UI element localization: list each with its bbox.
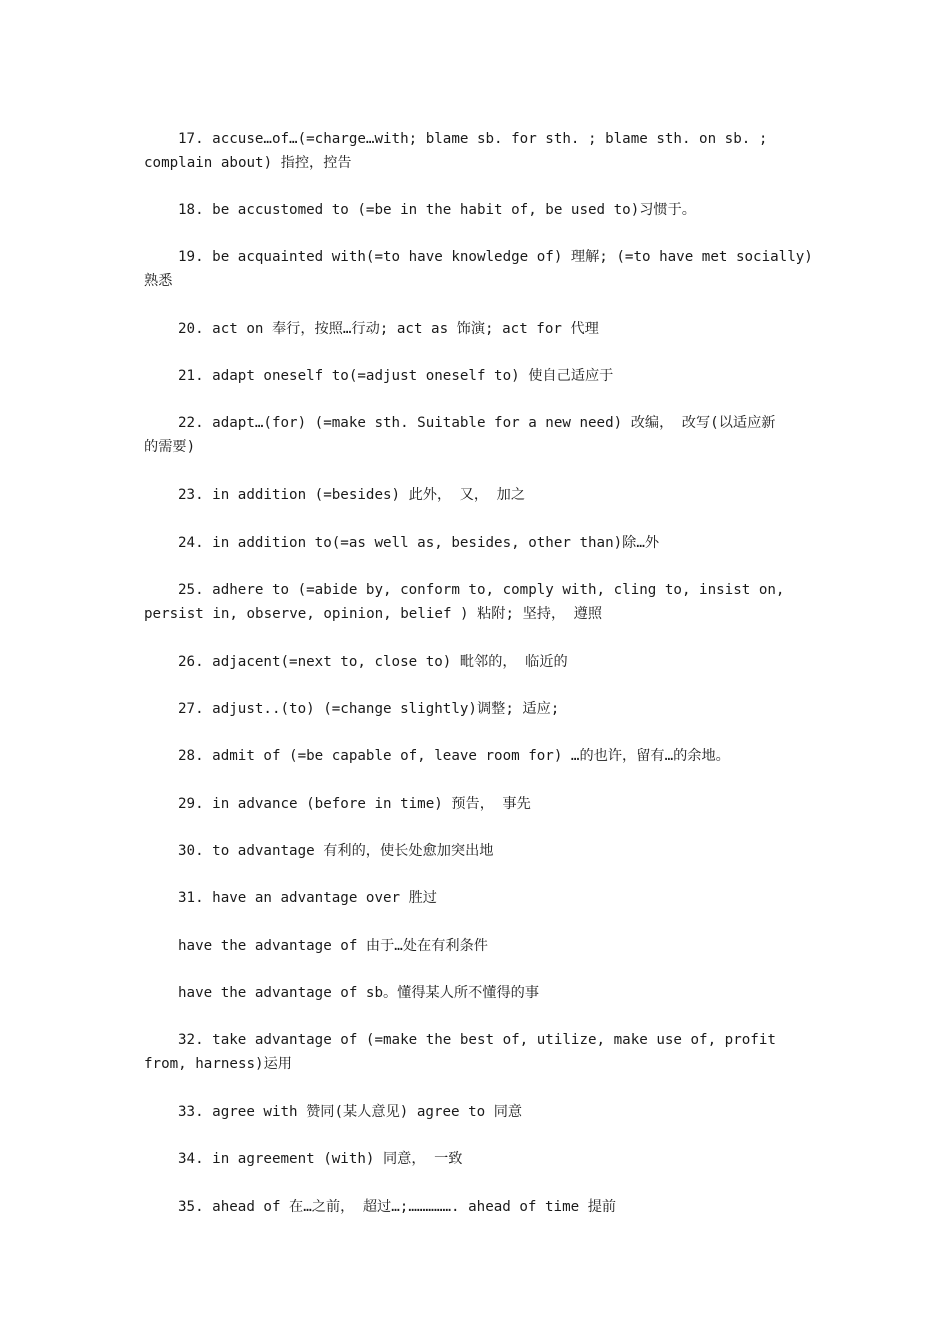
vocab-entry xyxy=(144,934,816,958)
vocab-entry xyxy=(144,198,816,222)
entry-line: 31. have an advantage over 胜过 xyxy=(178,890,437,906)
entry-line: 23. in addition (=besides) 此外， 又， 加之 xyxy=(178,487,526,503)
entry-continuation-line: from, harness)运用 xyxy=(144,1056,292,1072)
entry-line: 32. take advantage of (=make the best of, utilize, make use of, profit xyxy=(178,1032,776,1048)
entry-line: 26. adjacent(=next to, close to) 毗邻的， 临近的 xyxy=(178,654,568,670)
vocab-entry xyxy=(144,886,816,910)
entry-line: 24. in addition to(=as well as, besides, other than)除…外 xyxy=(178,535,660,551)
entry-line: 25. adhere to (=abide by, conform to, comply with, cling to, insist on, xyxy=(178,582,785,598)
vocab-entry xyxy=(144,483,816,507)
entry-line: 20. act on 奉行，按照…行动; act as 饰演; act for 代理 xyxy=(178,321,599,337)
vocab-entry xyxy=(144,839,816,863)
vocab-entry xyxy=(144,1195,816,1219)
entry-line: 28. admit of (=be capable of, leave room for) …的也许，留有…的余地。 xyxy=(178,748,730,764)
vocab-entry xyxy=(144,697,816,721)
entry-line: have the advantage of sb。懂得某人所不懂得的事 xyxy=(178,985,540,1001)
vocab-entry xyxy=(144,650,816,674)
entry-line: 22. adapt…(for) (=make sth. Suitable for a new need) 改编， 改写(以适应新 xyxy=(178,415,776,431)
vocab-entry xyxy=(144,531,816,555)
entry-line: 17. accuse…of…(=charge…with; blame sb. for sth. ; blame sth. on sb. ; xyxy=(178,131,768,147)
vocab-entry xyxy=(144,578,816,626)
entry-line: 21. adapt oneself to(=adjust oneself to) 使自己适应于 xyxy=(178,368,614,384)
entry-line: 33. agree with 赞同(某人意见) agree to 同意 xyxy=(178,1104,523,1120)
entry-line: 34. in agreement (with) 同意， 一致 xyxy=(178,1151,463,1167)
vocab-entry xyxy=(144,1147,816,1171)
entry-line: 18. be accustomed to (=be in the habit of, be used to)习惯于。 xyxy=(178,202,696,218)
vocab-entry xyxy=(144,792,816,816)
entry-continuation-line: 熟悉 xyxy=(144,273,173,289)
vocab-entry xyxy=(144,981,816,1005)
entry-line: 19. be acquainted with(=to have knowledge of) 理解; (=to have met socially) xyxy=(178,249,813,265)
vocab-entry xyxy=(144,411,816,459)
entry-line: 30. to advantage 有利的，使长处愈加突出地 xyxy=(178,843,494,859)
vocab-entry xyxy=(144,744,816,768)
vocab-entry xyxy=(144,317,816,341)
vocab-entry xyxy=(144,127,816,175)
entry-continuation-line: 的需要) xyxy=(144,439,196,455)
entry-line: 27. adjust..(to) (=change slightly)调整; 适应; xyxy=(178,701,560,717)
entry-line: 35. ahead of 在…之前， 超过…;……………. ahead of time 提前 xyxy=(178,1199,617,1215)
vocab-entry xyxy=(144,245,816,293)
vocab-entry xyxy=(144,1028,816,1076)
entry-line: have the advantage of 由于…处在有利条件 xyxy=(178,938,488,954)
vocab-entry xyxy=(144,1100,816,1124)
vocab-entry xyxy=(144,364,816,388)
entry-line: 29. in advance (before in time) 预告， 事先 xyxy=(178,796,531,812)
entry-continuation-line: persist in, observe, opinion, belief ) 粘附; 坚持， 遵照 xyxy=(144,606,603,622)
entry-continuation-line: complain about) 指控，控告 xyxy=(144,155,352,171)
